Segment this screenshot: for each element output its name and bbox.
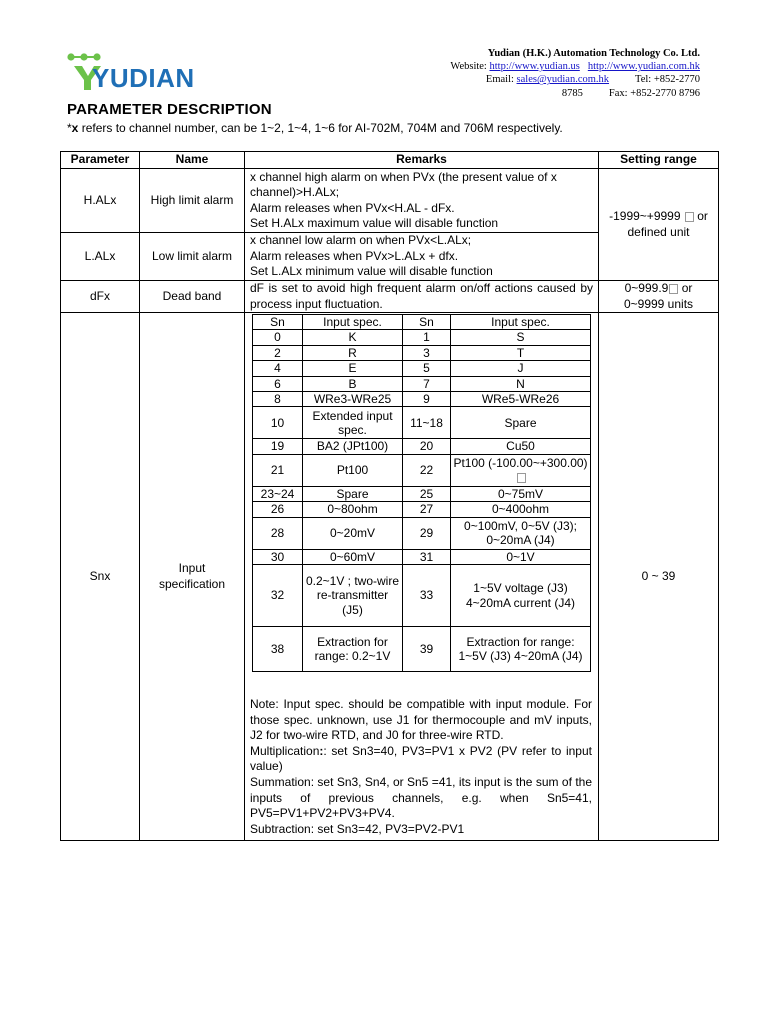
remarks-halx: x channel high alarm on when PVx (the present value of x channel)>H.ALx; Alarm releases when PVx<H.AL - dFx. Set H.ALx maximum value will disable function bbox=[245, 169, 599, 233]
sn-row bbox=[253, 439, 591, 454]
sn-spec-cell: 0~1V bbox=[451, 549, 591, 564]
table-row-dfx bbox=[61, 281, 719, 313]
company-name: Yudian (H.K.) Automation Technology Co. Ltd. bbox=[487, 48, 700, 59]
sn-spec-cell: 0~60mV bbox=[303, 549, 403, 564]
fax-text: Fax: +852-2770 8796 bbox=[608, 87, 700, 99]
table-row-halx bbox=[61, 169, 719, 233]
sn-spec-cell: WRe3-WRe25 bbox=[303, 392, 403, 407]
fax-line bbox=[450, 87, 700, 100]
param-snx: Snx bbox=[61, 313, 140, 841]
logo-text: YUDIAN bbox=[92, 63, 195, 93]
sn-code-cell: 26 bbox=[253, 502, 303, 517]
sn-spec-cell: Spare bbox=[303, 486, 403, 501]
remarks-dfx: dF is set to avoid high frequent alarm on/off actions caused by process input fluctuation. bbox=[245, 281, 599, 313]
sn-spec-cell: BA2 (JPt100) bbox=[303, 439, 403, 454]
sn-row bbox=[253, 627, 591, 672]
table-row-snx bbox=[61, 313, 719, 841]
sn-row bbox=[253, 407, 591, 439]
unit-symbol-icon bbox=[669, 284, 678, 294]
sn-row bbox=[253, 502, 591, 517]
sn-header-row bbox=[253, 315, 591, 330]
website-link-us[interactable]: http://www.yudian.us bbox=[489, 61, 580, 73]
sn-code-cell: 3 bbox=[403, 345, 451, 360]
sn-spec-cell: J bbox=[451, 361, 591, 376]
sn-header-cell: Sn bbox=[403, 315, 451, 330]
sn-code-cell: 7 bbox=[403, 376, 451, 391]
sn-row bbox=[253, 361, 591, 376]
sn-spec-cell: Pt100 bbox=[303, 454, 403, 486]
name-halx: High limit alarm bbox=[140, 169, 245, 233]
sn-code-cell: 31 bbox=[403, 549, 451, 564]
range-alarm: -1999~+9999 or defined unit bbox=[599, 169, 719, 281]
sn-spec-cell: Extraction for range: 1~5V (J3) 4~20mA (J4) bbox=[451, 627, 591, 672]
sn-row bbox=[253, 392, 591, 407]
param-lalx: L.ALx bbox=[61, 233, 140, 281]
sn-spec-cell: S bbox=[451, 330, 591, 345]
sn-spec-cell: 0~100mV, 0~5V (J3); 0~20mA (J4) bbox=[451, 517, 591, 549]
sn-header-cell: Input spec. bbox=[451, 315, 591, 330]
input-note bbox=[250, 697, 593, 837]
sn-spec-cell: B bbox=[303, 376, 403, 391]
summation-text: Summation: set Sn3, Sn4, or Sn5 =41, its input is the sum of the inputs of previous channels, e.g. when Sn5=41, PV5=PV1+PV2+PV3+PV4. bbox=[250, 775, 592, 821]
sn-spec-cell: Extended input spec. bbox=[303, 407, 403, 439]
sn-header-cell: Input spec. bbox=[303, 315, 403, 330]
sn-code-cell: 38 bbox=[253, 627, 303, 672]
sn-code-cell: 9 bbox=[403, 392, 451, 407]
range-dfx: 0~999.9 or 0~9999 units bbox=[599, 281, 719, 313]
company-contact bbox=[450, 47, 700, 100]
website-label: Website: bbox=[450, 61, 487, 73]
sn-spec-cell: N bbox=[451, 376, 591, 391]
sn-spec-cell: 0~75mV bbox=[451, 486, 591, 501]
sn-header-cell: Sn bbox=[253, 315, 303, 330]
name-snx: Input specification bbox=[140, 313, 245, 841]
sn-code-cell: 4 bbox=[253, 361, 303, 376]
sn-spec-cell: Extraction for range: 0.2~1V bbox=[303, 627, 403, 672]
sn-row bbox=[253, 330, 591, 345]
email-link[interactable]: sales@yudian.com.hk bbox=[516, 74, 610, 86]
sn-code-cell: 28 bbox=[253, 517, 303, 549]
sn-spec-cell: T bbox=[451, 345, 591, 360]
yudian-logo bbox=[66, 50, 195, 94]
sn-code-cell: 0 bbox=[253, 330, 303, 345]
sn-row bbox=[253, 517, 591, 549]
unit-symbol-icon bbox=[685, 212, 694, 222]
sn-code-cell: 11~18 bbox=[403, 407, 451, 439]
sn-code-cell: 32 bbox=[253, 565, 303, 627]
parameter-table bbox=[60, 151, 719, 841]
header-setting-range: Setting range bbox=[599, 152, 719, 169]
sn-code-cell: 25 bbox=[403, 486, 451, 501]
tel-text: Tel: +852-2770 bbox=[635, 74, 700, 86]
sn-spec-cell: 1~5V voltage (J3) 4~20mA current (J4) bbox=[451, 565, 591, 627]
sn-spec-cell: 0.2~1V ; two-wire re-transmitter (J5) bbox=[303, 565, 403, 627]
sn-spec-cell: K bbox=[303, 330, 403, 345]
sn-spec-cell: E bbox=[303, 361, 403, 376]
sn-code-cell: 20 bbox=[403, 439, 451, 454]
channel-note: *x refers to channel number, can be 1~2, 1~4, 1~6 for AI-702M, 704M and 706M respectively. bbox=[67, 121, 563, 135]
sn-table-body bbox=[253, 330, 591, 672]
sn-code-cell: 33 bbox=[403, 565, 451, 627]
sn-code-cell: 10 bbox=[253, 407, 303, 439]
range-snx: 0 ~ 39 bbox=[599, 313, 719, 841]
sn-code-cell: 29 bbox=[403, 517, 451, 549]
header-parameter: Parameter bbox=[61, 152, 140, 169]
email-line bbox=[450, 73, 700, 86]
sn-row bbox=[253, 565, 591, 627]
sn-row bbox=[253, 549, 591, 564]
remarks-snx bbox=[245, 313, 599, 841]
sn-spec-cell: Pt100 (-100.00~+300.00) bbox=[451, 454, 591, 486]
sn-spec-cell: 0~400ohm bbox=[451, 502, 591, 517]
header-name: Name bbox=[140, 152, 245, 169]
sn-row bbox=[253, 454, 591, 486]
sn-spec-cell: Cu50 bbox=[451, 439, 591, 454]
multiplication-text: Multiplication:: set Sn3=40, PV3=PV1 x PV2 (PV refer to input value) bbox=[250, 743, 592, 774]
website-line bbox=[450, 60, 700, 73]
remarks-lalx: x channel low alarm on when PVx<L.ALx; Alarm releases when PVx>L.ALx + dfx. Set L.ALx minimum value will disable function bbox=[245, 233, 599, 281]
sn-code-cell: 39 bbox=[403, 627, 451, 672]
note-text: Note: Input spec. should be compatible with input module. For those spec. unknown, use J1 for thermocouple and mV inputs, J2 for two-wire RTD, and J0 for three-wire RTD. bbox=[250, 697, 592, 743]
page-title: PARAMETER DESCRIPTION bbox=[67, 101, 272, 118]
sn-code-cell: 6 bbox=[253, 376, 303, 391]
sn-code-cell: 1 bbox=[403, 330, 451, 345]
sn-spec-cell: R bbox=[303, 345, 403, 360]
name-dfx: Dead band bbox=[140, 281, 245, 313]
table-header-row bbox=[61, 152, 719, 169]
tel-continued: 8785 bbox=[561, 87, 583, 99]
subtraction-text: Subtraction: set Sn3=42, PV3=PV2-PV1 bbox=[250, 821, 465, 836]
sn-code-cell: 19 bbox=[253, 439, 303, 454]
sn-spec-cell: Spare bbox=[451, 407, 591, 439]
sn-code-cell: 30 bbox=[253, 549, 303, 564]
unit-symbol-icon bbox=[517, 473, 526, 483]
name-lalx: Low limit alarm bbox=[140, 233, 245, 281]
sn-spec-cell: 0~20mV bbox=[303, 517, 403, 549]
sn-row bbox=[253, 486, 591, 501]
sn-spec-cell: WRe5-WRe26 bbox=[451, 392, 591, 407]
sn-code-cell: 23~24 bbox=[253, 486, 303, 501]
email-label: Email: bbox=[485, 74, 514, 86]
sn-code-cell: 8 bbox=[253, 392, 303, 407]
sn-spec-cell: 0~80ohm bbox=[303, 502, 403, 517]
sn-row bbox=[253, 345, 591, 360]
sn-code-cell: 22 bbox=[403, 454, 451, 486]
input-spec-table bbox=[252, 314, 591, 672]
sn-code-cell: 2 bbox=[253, 345, 303, 360]
sn-code-cell: 21 bbox=[253, 454, 303, 486]
website-link-hk[interactable]: http://www.yudian.com.hk bbox=[587, 61, 700, 73]
sn-code-cell: 27 bbox=[403, 502, 451, 517]
param-dfx: dFx bbox=[61, 281, 140, 313]
header-remarks: Remarks bbox=[245, 152, 599, 169]
param-halx: H.ALx bbox=[61, 169, 140, 233]
sn-code-cell: 5 bbox=[403, 361, 451, 376]
sn-row bbox=[253, 376, 591, 391]
